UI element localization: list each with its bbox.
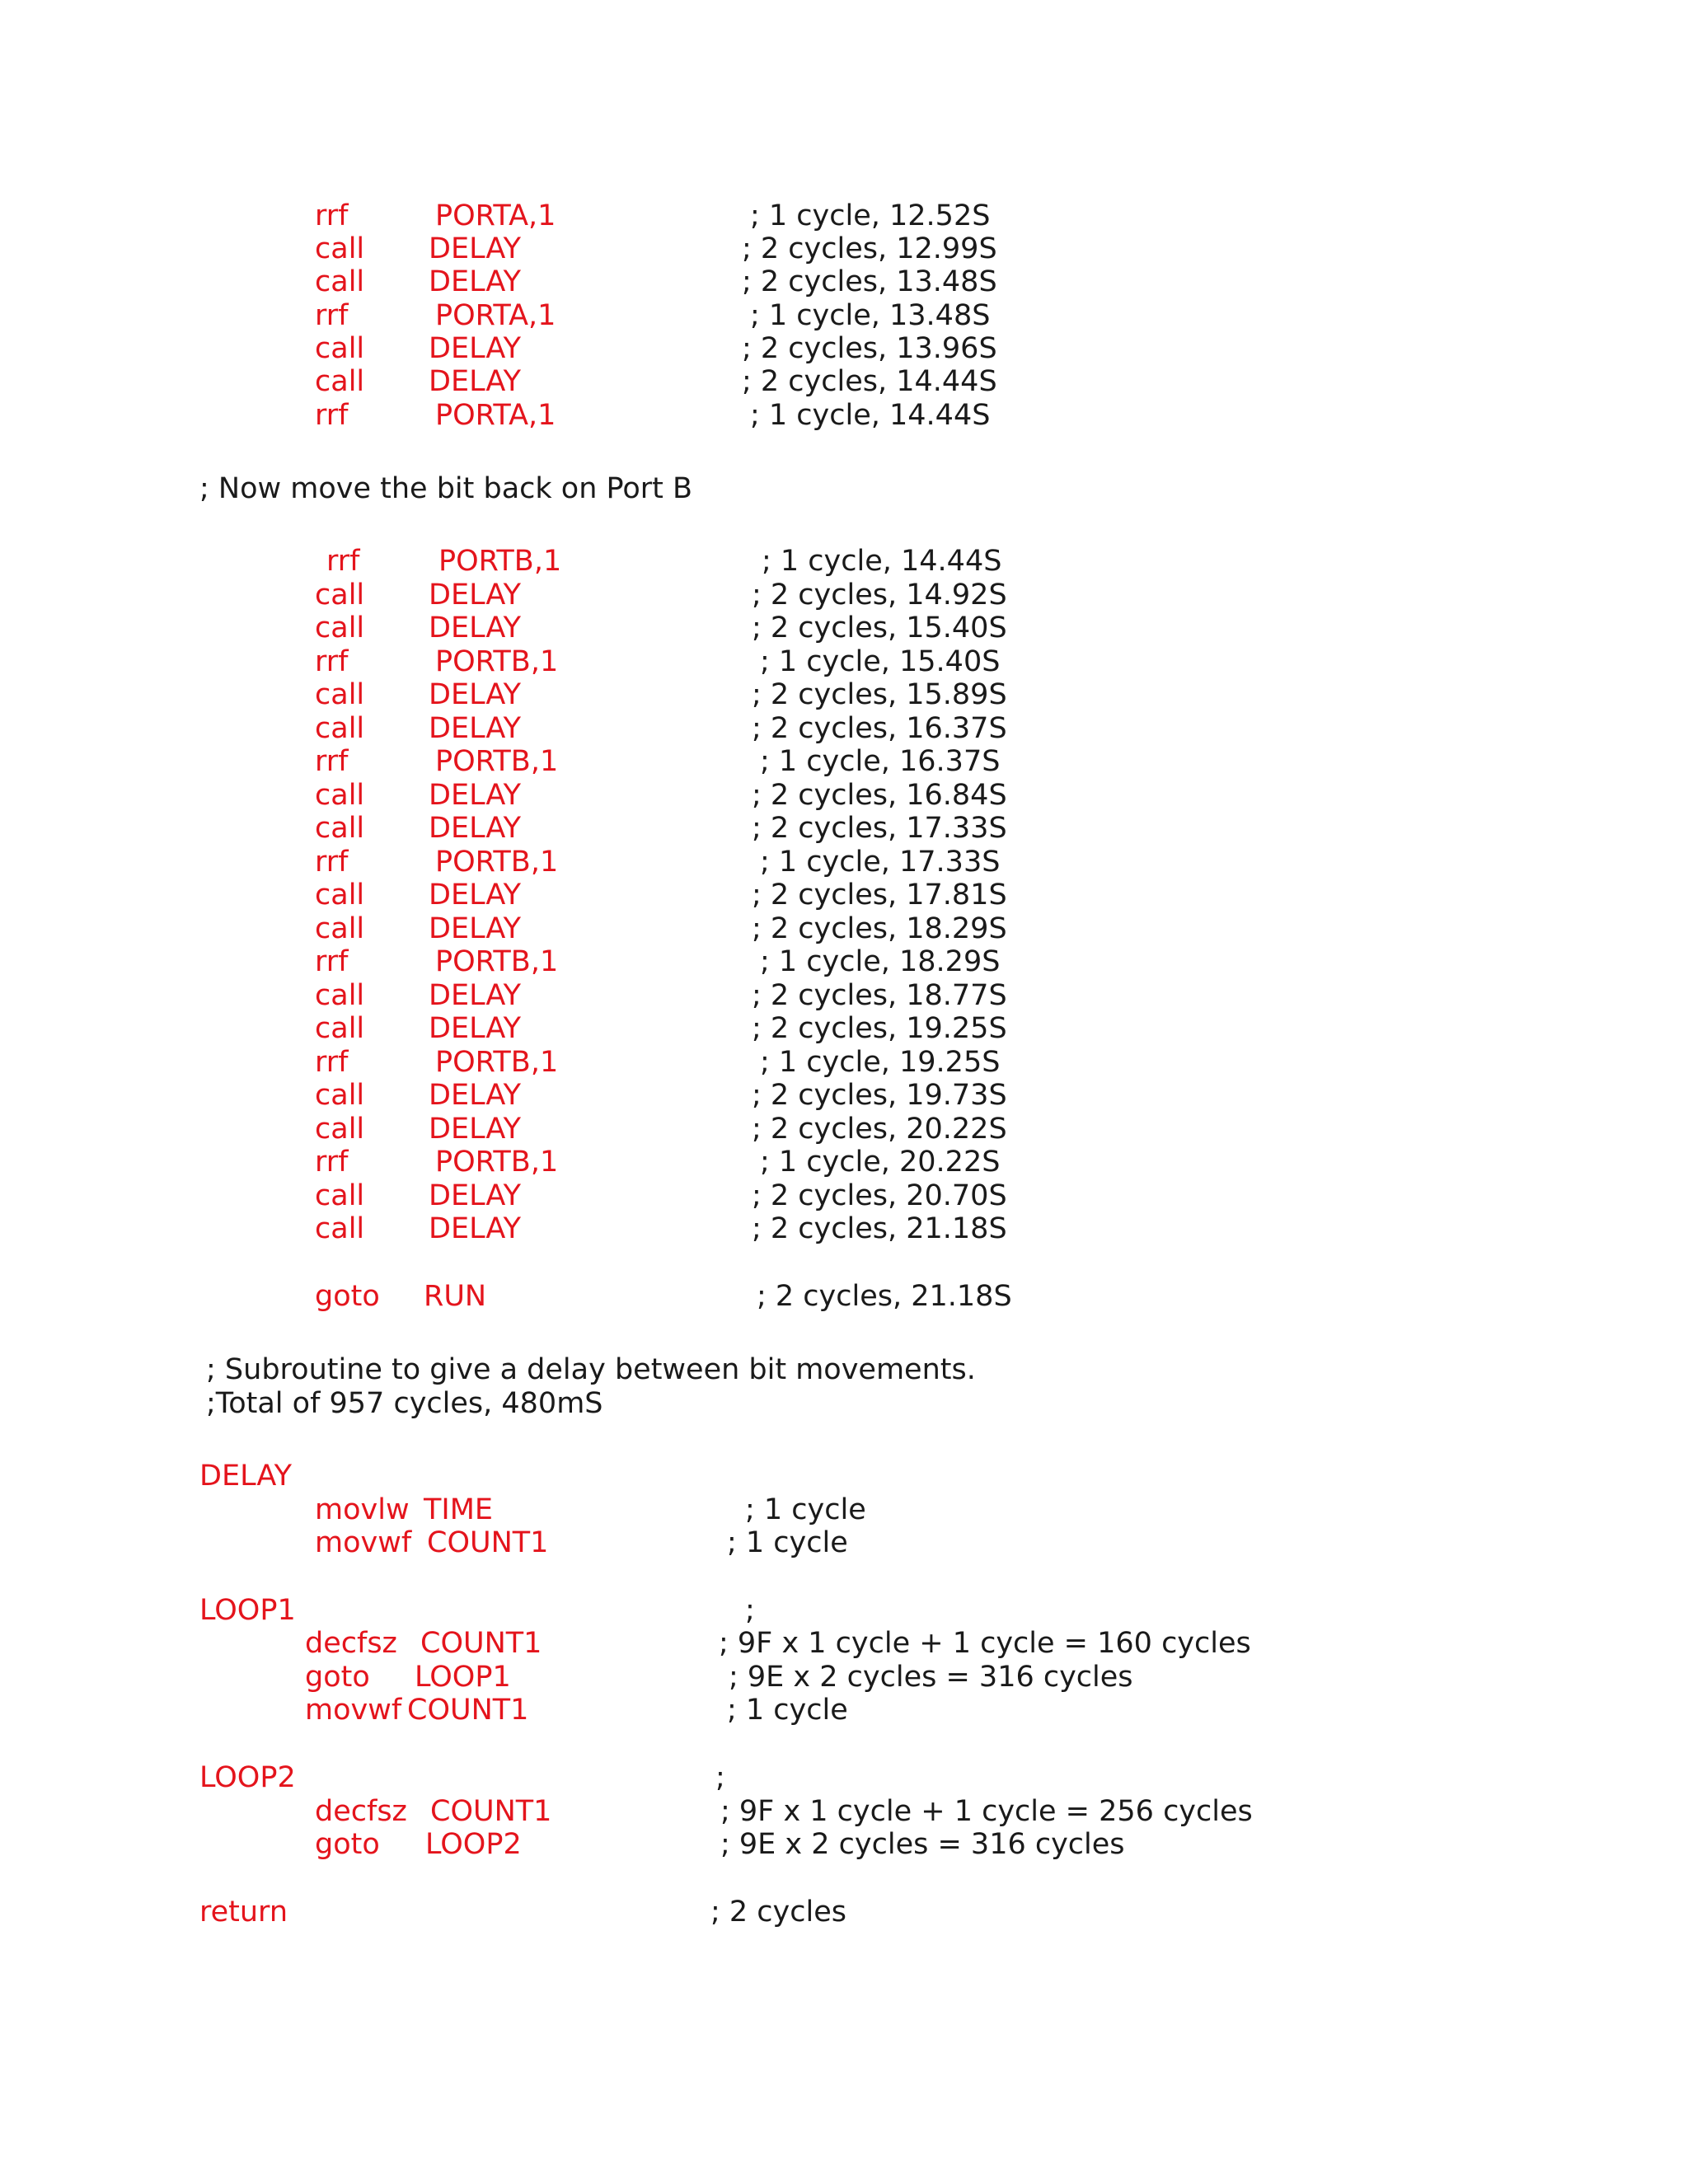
- operand: DELAY: [429, 612, 521, 644]
- comment: ;: [715, 1761, 725, 1794]
- section-comment: ; Subroutine to give a delay between bit movements.: [206, 1353, 976, 1386]
- comment: ; 1 cycle, 19.25S: [760, 1046, 1001, 1079]
- operand: DELAY: [429, 1079, 521, 1112]
- instruction: call: [315, 879, 365, 912]
- instruction: call: [315, 332, 365, 365]
- instruction: rrf: [315, 1146, 349, 1179]
- operand: DELAY: [429, 678, 521, 711]
- operand: DELAY: [429, 812, 521, 845]
- instruction: rrf: [326, 545, 360, 578]
- label-delay: DELAY: [199, 1460, 292, 1493]
- operand: COUNT1: [430, 1795, 552, 1828]
- operand: LOOP1: [415, 1661, 511, 1694]
- operand: DELAY: [429, 979, 521, 1012]
- instruction: goto: [315, 1828, 380, 1861]
- instruction: decfsz: [315, 1795, 407, 1828]
- section-comment: ; Now move the bit back on Port B: [199, 472, 693, 505]
- operand: PORTB,1: [435, 1046, 559, 1079]
- operand: DELAY: [429, 1179, 521, 1212]
- instruction: call: [315, 779, 365, 812]
- comment: ; 2 cycles, 16.37S: [752, 712, 1007, 745]
- operand: PORTA,1: [435, 199, 556, 232]
- instruction: rrf: [315, 945, 349, 978]
- instruction: decfsz: [305, 1627, 397, 1660]
- comment: ; 2 cycles, 14.44S: [742, 365, 997, 398]
- operand: DELAY: [429, 579, 521, 612]
- comment: ; 1 cycle, 13.48S: [750, 299, 991, 332]
- instruction: rrf: [315, 299, 349, 332]
- instruction: movwf: [305, 1694, 402, 1727]
- instruction: rrf: [315, 846, 349, 879]
- operand: COUNT1: [420, 1627, 542, 1660]
- operand: COUNT1: [427, 1526, 549, 1559]
- comment: ; 2 cycles: [710, 1896, 847, 1929]
- operand: PORTB,1: [435, 945, 559, 978]
- instruction: call: [315, 1012, 365, 1045]
- instruction: call: [315, 812, 365, 845]
- comment: ; 2 cycles, 15.89S: [752, 678, 1007, 711]
- instruction: call: [315, 912, 365, 945]
- instruction: movlw: [315, 1493, 410, 1526]
- comment: ; 1 cycle: [745, 1493, 866, 1526]
- operand: PORTA,1: [435, 399, 556, 432]
- instruction: rrf: [315, 745, 349, 778]
- operand: DELAY: [429, 232, 521, 265]
- comment: ; 1 cycle, 17.33S: [760, 846, 1001, 879]
- instruction: movwf: [315, 1526, 412, 1559]
- operand: COUNT1: [407, 1694, 529, 1727]
- instruction: call: [315, 365, 365, 398]
- operand: DELAY: [429, 1212, 521, 1245]
- operand: DELAY: [429, 332, 521, 365]
- instruction: rrf: [315, 199, 349, 232]
- comment: ; 2 cycles, 19.73S: [752, 1079, 1007, 1112]
- instruction: call: [315, 979, 365, 1012]
- operand: DELAY: [429, 912, 521, 945]
- operand: DELAY: [429, 265, 521, 298]
- instruction: call: [315, 712, 365, 745]
- instruction: rrf: [315, 645, 349, 678]
- comment: ;: [745, 1594, 755, 1627]
- comment: ; 2 cycles, 18.77S: [752, 979, 1007, 1012]
- instruction: call: [315, 1079, 365, 1112]
- operand: DELAY: [429, 1012, 521, 1045]
- comment: ; 2 cycles, 19.25S: [752, 1012, 1007, 1045]
- comment: ; 1 cycle, 12.52S: [750, 199, 991, 232]
- section-comment: ;Total of 957 cycles, 480mS: [206, 1387, 603, 1420]
- operand: RUN: [424, 1280, 487, 1313]
- comment: ; 9F x 1 cycle + 1 cycle = 256 cycles: [720, 1795, 1253, 1828]
- comment: ; 1 cycle: [727, 1694, 848, 1727]
- instruction: call: [315, 1212, 365, 1245]
- label-loop1: LOOP1: [199, 1594, 296, 1627]
- comment: ; 2 cycles, 20.22S: [752, 1113, 1007, 1146]
- comment: ; 9E x 2 cycles = 316 cycles: [729, 1661, 1133, 1694]
- comment: ; 2 cycles, 16.84S: [752, 779, 1007, 812]
- instruction: rrf: [315, 1046, 349, 1079]
- instruction: goto: [305, 1661, 370, 1694]
- comment: ; 2 cycles, 21.18S: [757, 1280, 1012, 1313]
- comment: ; 2 cycles, 17.33S: [752, 812, 1007, 845]
- operand: DELAY: [429, 879, 521, 912]
- comment: ; 2 cycles, 20.70S: [752, 1179, 1007, 1212]
- comment: ; 9F x 1 cycle + 1 cycle = 160 cycles: [719, 1627, 1251, 1660]
- label-loop2: LOOP2: [199, 1761, 296, 1794]
- comment: ; 1 cycle: [727, 1526, 848, 1559]
- instruction: call: [315, 1179, 365, 1212]
- operand: PORTB,1: [435, 745, 559, 778]
- comment: ; 1 cycle, 15.40S: [760, 645, 1001, 678]
- operand: PORTB,1: [435, 1146, 559, 1179]
- comment: ; 9E x 2 cycles = 316 cycles: [720, 1828, 1125, 1861]
- operand: DELAY: [429, 779, 521, 812]
- operand: PORTB,1: [435, 645, 559, 678]
- operand: DELAY: [429, 1113, 521, 1146]
- operand: DELAY: [429, 365, 521, 398]
- instruction: goto: [315, 1280, 380, 1313]
- operand: TIME: [424, 1493, 494, 1526]
- operand: PORTB,1: [438, 545, 562, 578]
- operand: PORTB,1: [435, 846, 559, 879]
- comment: ; 2 cycles, 14.92S: [752, 579, 1007, 612]
- instruction: call: [315, 612, 365, 644]
- operand: LOOP2: [425, 1828, 522, 1861]
- comment: ; 2 cycles, 18.29S: [752, 912, 1007, 945]
- comment: ; 2 cycles, 13.96S: [742, 332, 997, 365]
- comment: ; 2 cycles, 21.18S: [752, 1212, 1007, 1245]
- comment: ; 2 cycles, 12.99S: [742, 232, 997, 265]
- comment: ; 1 cycle, 14.44S: [762, 545, 1002, 578]
- comment: ; 1 cycle, 20.22S: [760, 1146, 1001, 1179]
- comment: ; 2 cycles, 17.81S: [752, 879, 1007, 912]
- operand: PORTA,1: [435, 299, 556, 332]
- comment: ; 1 cycle, 18.29S: [760, 945, 1001, 978]
- instruction: return: [199, 1896, 288, 1929]
- comment: ; 1 cycle, 14.44S: [750, 399, 991, 432]
- comment: ; 2 cycles, 13.48S: [742, 265, 997, 298]
- instruction: call: [315, 232, 365, 265]
- instruction: call: [315, 265, 365, 298]
- operand: DELAY: [429, 712, 521, 745]
- instruction: rrf: [315, 399, 349, 432]
- instruction: call: [315, 1113, 365, 1146]
- comment: ; 1 cycle, 16.37S: [760, 745, 1001, 778]
- instruction: call: [315, 678, 365, 711]
- instruction: call: [315, 579, 365, 612]
- comment: ; 2 cycles, 15.40S: [752, 612, 1007, 644]
